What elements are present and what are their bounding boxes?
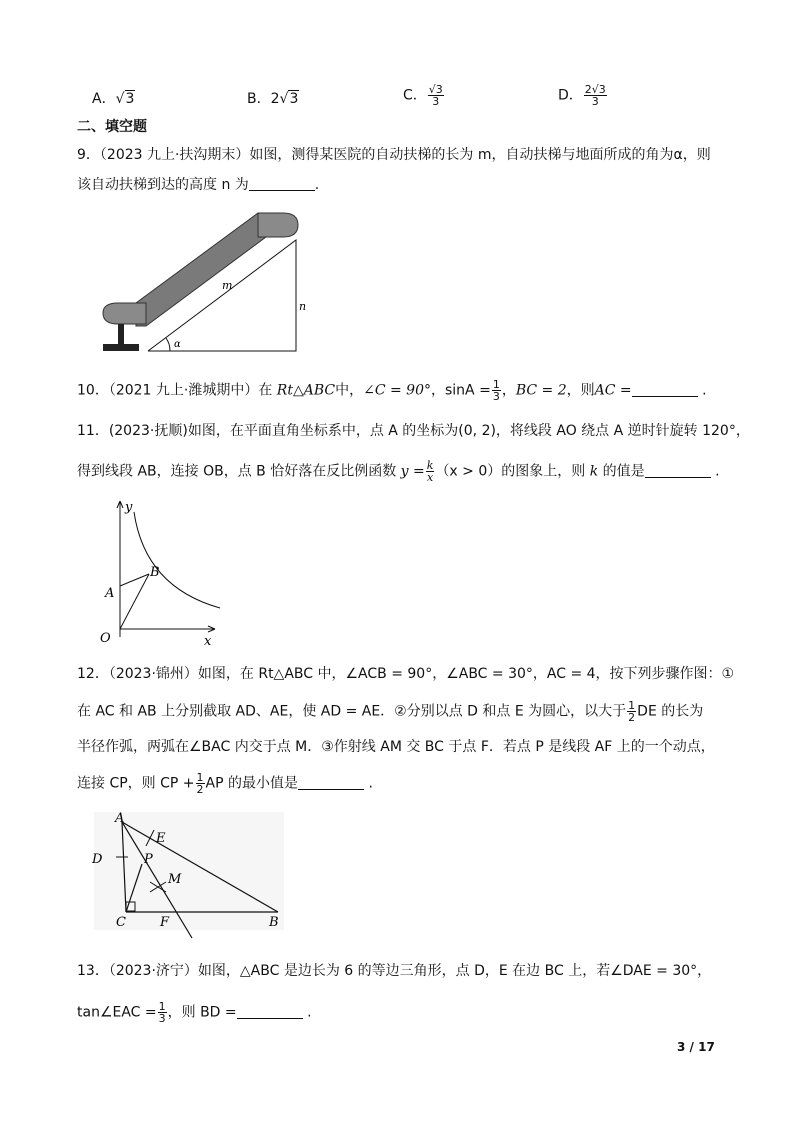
q9-escalator-figure — [98, 210, 307, 355]
q12-label-M: M — [168, 872, 182, 887]
q12-line3: 半径作弧，两弧在∠BAC 内交于点 M．③作射线 AM 交 BC 于点 F．若点 P 是线段 AF 上的一个动点， — [77, 739, 715, 755]
option-d: D． $\frac{2√3}{3}$ — [558, 83, 606, 108]
q12-label-E: E — [156, 831, 166, 846]
q10-line: 10．（2021 九上·潍城期中）在 Rt△ABC中，∠C = 90°，sinA = $\frac{1}{3}$ ，BC = 2，则AC = . — [77, 378, 707, 403]
q13-line2: tan∠EAC = $\frac{1}{3}$ ，则 BD = . — [77, 1000, 312, 1025]
q11-graph-figure — [90, 497, 225, 647]
q11-line2: 得到线段 AB，连接 OB，点 B 恰好落在反比例函数 y = $\frac{k}{x}$ （x > 0）的图象上，则 k 的值是 . — [77, 459, 720, 484]
option-a: A．√3 — [92, 91, 135, 107]
q11-line1: 11．(2023·抚顺)如图，在平面直角坐标系中，点 A 的坐标为(0, 2)，将线段 AO 绕点 A 逆时针旋转 120°， — [77, 423, 750, 439]
q12-label-F: F — [160, 915, 170, 930]
q12-label-P: P — [144, 852, 153, 867]
q13-line1: 13．（2023·济宁）如图，△ABC 是边长为 6 的等边三角形，点 D，E 在边 BC 上，若∠DAE = 30°， — [77, 963, 712, 979]
q9-label-m: m — [222, 279, 233, 292]
q9-line2: 该自动扶梯到达的高度 n 为 . — [77, 177, 320, 193]
option-b: B．2√3 — [247, 91, 299, 107]
q12-line4: 连接 CP，则 CP + $\frac{1}{2}$ AP 的最小值是 . — [77, 771, 373, 796]
q12-label-B: B — [269, 915, 279, 930]
page-number: 3 / 17 — [677, 1040, 715, 1054]
q11-label-B: B — [150, 565, 160, 580]
q13-answer-blank[interactable] — [237, 1004, 303, 1019]
q11-label-x: x — [204, 634, 212, 649]
q9-label-alpha: α — [174, 339, 181, 350]
q12-line1: 12．（2023·锦州）如图，在 Rt△ABC 中，∠ACB = 90°，∠ABC = 30°，AC = 4，按下列步骤作图：① — [77, 666, 735, 682]
q12-label-D: D — [92, 852, 103, 867]
q12-line2: 在 AC 和 AB 上分别截取 AD、AE，使 AD = AE．②分别以点 D 和点 E 为圆心，以大于 $\frac{1}{2}$ DE 的长为 — [77, 699, 704, 724]
q11-label-A: A — [105, 586, 115, 601]
q12-answer-blank[interactable] — [298, 775, 364, 790]
section-title: 二、填空题 — [77, 119, 147, 135]
q10-answer-blank[interactable] — [632, 382, 698, 397]
q9-label-n: n — [299, 300, 307, 313]
q9-line1: 9．（2023 九上·扶沟期末）如图，测得某医院的自动扶梯的长为 m，自动扶梯与地面所成的角为α，则 — [77, 147, 711, 163]
q11-label-O: O — [100, 631, 111, 646]
q11-answer-blank[interactable] — [645, 463, 711, 478]
q12-triangle-figure — [88, 808, 288, 933]
q12-label-C: C — [116, 915, 126, 930]
q9-answer-blank[interactable] — [249, 176, 315, 191]
q11-label-y: y — [125, 500, 133, 515]
option-c: C． $\frac{√3}{3}$ — [403, 83, 443, 108]
q12-label-A: A — [115, 811, 125, 826]
